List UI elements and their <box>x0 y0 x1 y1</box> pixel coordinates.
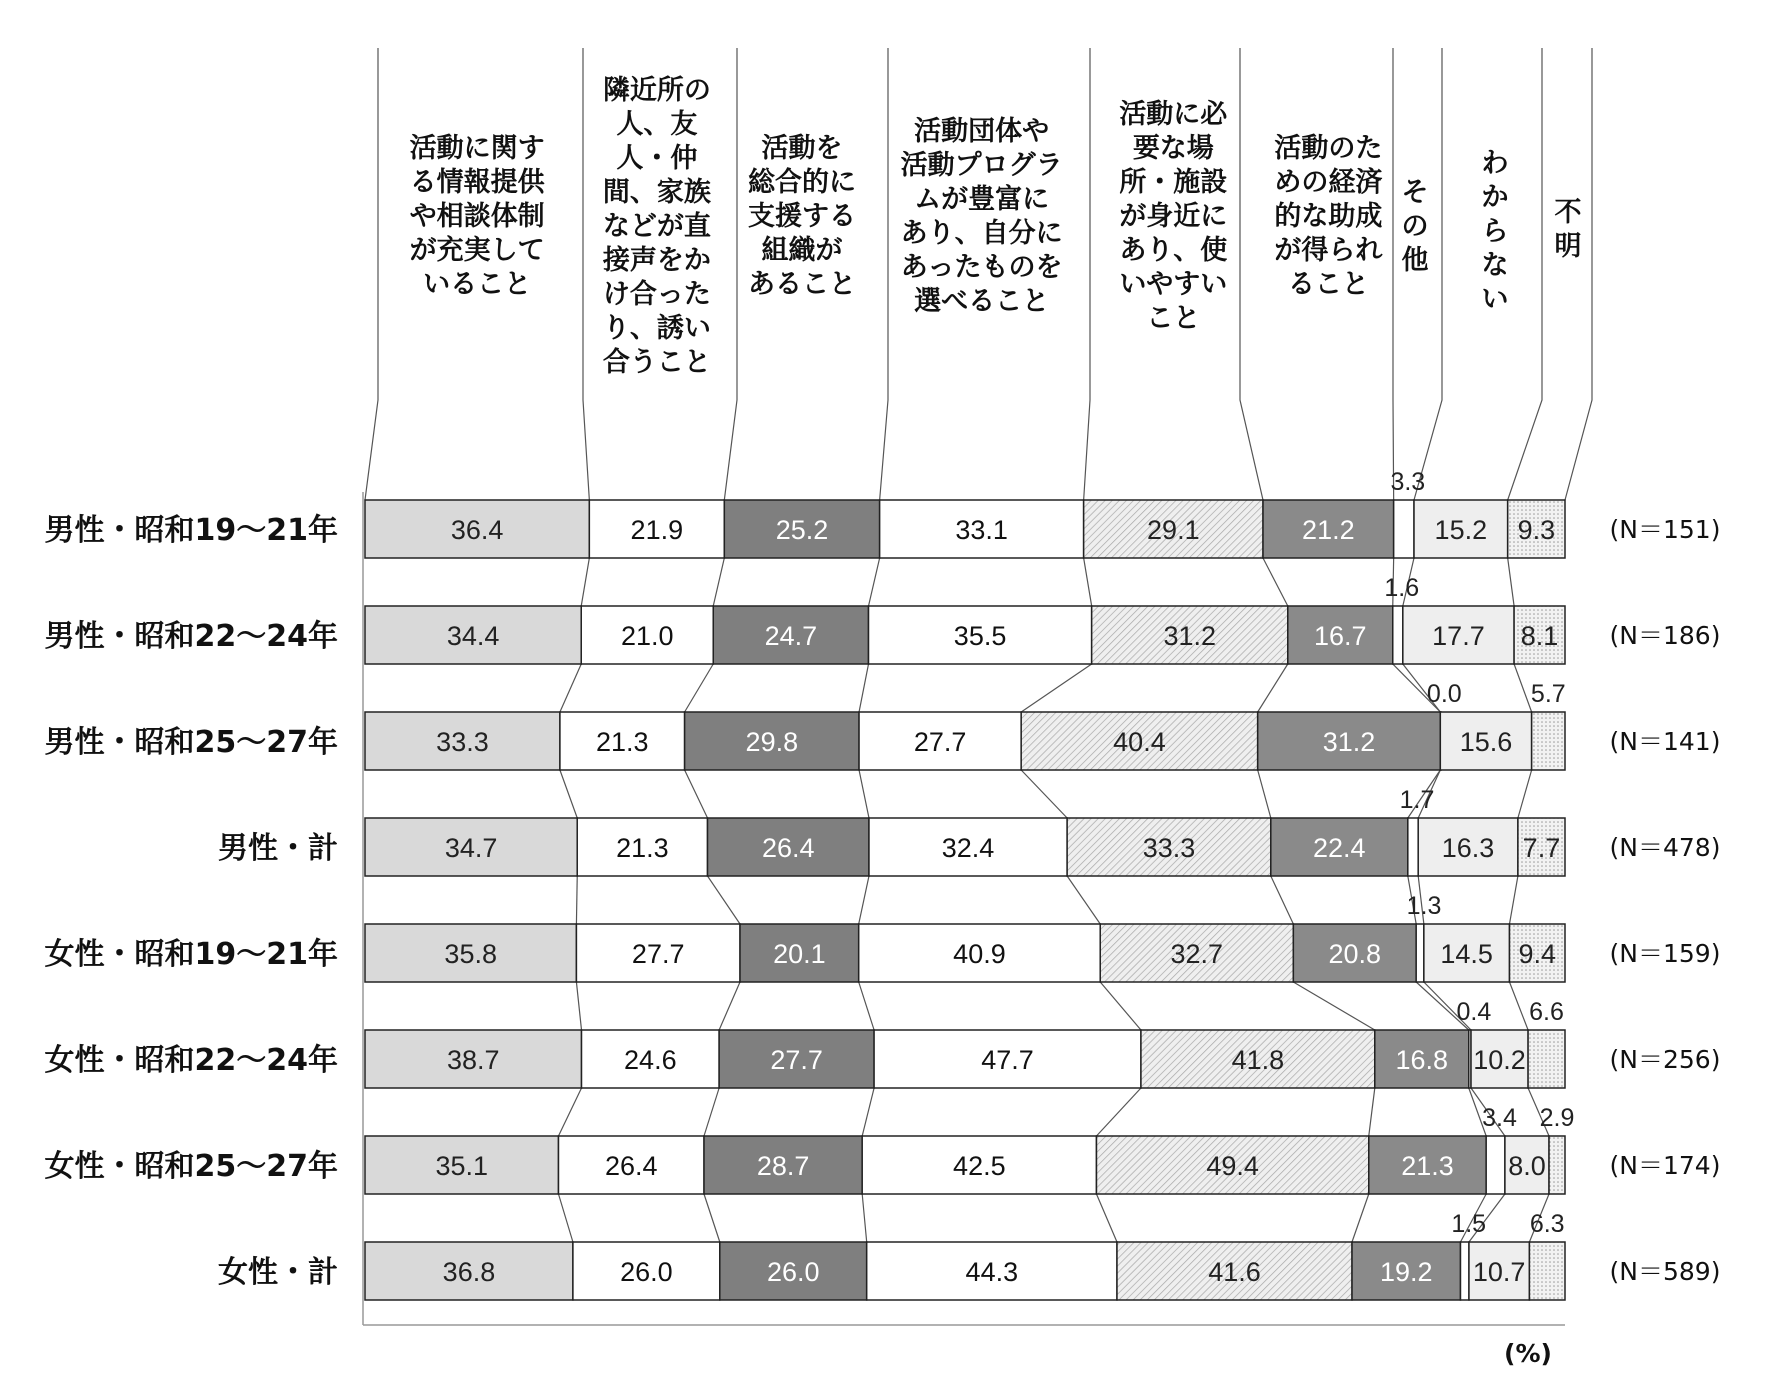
n-label: (N＝478) <box>1609 833 1721 862</box>
value-label: 32.4 <box>941 833 995 863</box>
value-label: 7.7 <box>1522 833 1561 863</box>
connector-line <box>1084 558 1092 606</box>
connector-line <box>1509 982 1528 1030</box>
connector-line <box>704 1194 720 1242</box>
value-label: 2.9 <box>1539 1104 1575 1132</box>
value-label: 10.7 <box>1472 1257 1526 1287</box>
connector-line <box>576 982 581 1030</box>
value-label: 33.3 <box>436 727 489 757</box>
bar-row <box>365 1030 1565 1088</box>
value-label: 17.7 <box>1432 621 1485 651</box>
connector-line <box>685 770 708 818</box>
bar-segment <box>1529 1242 1565 1300</box>
connector-line <box>558 1088 581 1136</box>
header-divider <box>1565 48 1592 500</box>
value-label: 0.0 <box>1426 680 1462 708</box>
bar-segment <box>1393 606 1403 664</box>
value-label: 40.9 <box>953 939 1006 969</box>
value-label: 24.7 <box>764 621 818 651</box>
n-label: (N＝589) <box>1609 1257 1721 1286</box>
connector-line <box>862 1088 874 1136</box>
bar-segment <box>1528 1030 1565 1088</box>
value-label: 27.7 <box>770 1045 823 1075</box>
column-header: 活動に必要な場所・施設が身近にあり、使いやすいこと <box>1119 99 1228 334</box>
value-label: 38.7 <box>446 1045 500 1075</box>
connector-line <box>558 1194 572 1242</box>
column-header: 活動に関する情報提供や相談体制が充実していること <box>409 133 545 300</box>
connector-line <box>859 982 874 1030</box>
value-label: 26.0 <box>620 1257 673 1287</box>
value-label: 21.9 <box>630 515 684 545</box>
value-label: 0.4 <box>1456 998 1492 1026</box>
category-label: 女性・昭和25～27年 <box>44 1149 338 1184</box>
value-label: 1.5 <box>1451 1210 1487 1238</box>
value-label: 3.3 <box>1390 468 1426 496</box>
value-label: 26.4 <box>761 833 815 863</box>
value-label: 44.3 <box>965 1257 1019 1287</box>
connector-line <box>1021 664 1091 712</box>
bar-segment <box>1532 712 1565 770</box>
connector-line <box>859 876 869 924</box>
value-label: 9.3 <box>1517 515 1556 545</box>
n-label: (N＝151) <box>1609 515 1721 544</box>
n-label: (N＝141) <box>1609 727 1721 756</box>
n-label: (N＝174) <box>1609 1151 1721 1180</box>
connector-line <box>1369 1088 1375 1136</box>
value-label: 26.0 <box>766 1257 820 1287</box>
connector-line <box>1293 982 1374 1030</box>
connector-line <box>1096 1194 1117 1242</box>
value-label: 9.4 <box>1518 939 1557 969</box>
value-label: 14.5 <box>1440 939 1493 969</box>
category-label: 女性・昭和19～21年 <box>44 937 338 972</box>
connector-line <box>1100 982 1141 1030</box>
header-divider <box>583 48 589 500</box>
value-label: 10.2 <box>1473 1045 1526 1075</box>
header-divider <box>1084 48 1090 500</box>
value-label: 26.4 <box>604 1151 658 1181</box>
bar-segment <box>1486 1136 1505 1194</box>
value-label: 34.4 <box>446 621 500 651</box>
connector-line <box>581 558 589 606</box>
header-divider <box>1508 48 1542 500</box>
value-label: 24.6 <box>624 1045 677 1075</box>
connector-line <box>1508 558 1514 606</box>
connector-line <box>859 770 869 818</box>
connector-line <box>704 1088 719 1136</box>
connector-line <box>1258 664 1288 712</box>
category-label: 女性・計 <box>218 1255 338 1290</box>
connector-line <box>1514 664 1532 712</box>
column-header: 活動のための経済的な助成が得られること <box>1274 133 1383 300</box>
value-label: 21.3 <box>595 727 649 757</box>
column-header: 不明 <box>1554 197 1582 262</box>
connector-line <box>1271 876 1294 924</box>
value-label: 15.2 <box>1434 515 1488 545</box>
value-label: 20.1 <box>773 939 826 969</box>
value-label: 21.0 <box>620 621 674 651</box>
column-header: 活動団体や活動プログラムが豊富にあり、自分にあったものを選べること <box>900 116 1063 317</box>
category-label: 男性・昭和19～21年 <box>44 513 338 548</box>
n-label: (N＝159) <box>1609 939 1721 968</box>
connector-line <box>1258 770 1271 818</box>
value-label: 16.8 <box>1395 1045 1449 1075</box>
n-label: (N＝186) <box>1609 621 1721 650</box>
value-label: 32.7 <box>1170 939 1224 969</box>
value-label: 35.1 <box>435 1151 489 1181</box>
value-label: 40.4 <box>1113 727 1166 757</box>
header-divider <box>365 48 378 500</box>
connector-line <box>708 876 740 924</box>
connector-line <box>869 558 880 606</box>
connector-line <box>1352 1194 1369 1242</box>
value-label: 6.3 <box>1529 1210 1565 1238</box>
connector-line <box>1021 770 1067 818</box>
value-label: 8.1 <box>1520 621 1559 651</box>
connector-line <box>1067 876 1100 924</box>
value-label: 42.5 <box>953 1151 1006 1181</box>
category-label: 男性・計 <box>218 831 338 866</box>
bar-segment <box>1416 924 1424 982</box>
value-label: 33.3 <box>1142 833 1196 863</box>
value-label: 31.2 <box>1322 727 1376 757</box>
value-label: 21.2 <box>1302 515 1355 545</box>
connector-line <box>859 664 868 712</box>
value-label: 41.8 <box>1231 1045 1285 1075</box>
value-label: 27.7 <box>913 727 967 757</box>
value-label: 5.7 <box>1530 680 1566 708</box>
value-label: 16.7 <box>1313 621 1367 651</box>
header-divider <box>1393 48 1394 500</box>
bar-segment <box>1394 500 1414 558</box>
value-label: 35.8 <box>444 939 497 969</box>
connector-line <box>560 770 577 818</box>
connector-line <box>1518 770 1532 818</box>
column-headers <box>365 48 1592 500</box>
connector-line <box>685 664 714 712</box>
value-label: 21.3 <box>1401 1151 1454 1181</box>
value-label: 29.1 <box>1147 515 1200 545</box>
value-label: 3.4 <box>1482 1104 1517 1132</box>
value-label: 29.8 <box>745 727 799 757</box>
value-label: 1.3 <box>1406 892 1442 920</box>
value-label: 15.6 <box>1459 727 1513 757</box>
column-header: 活動を総合的に支援する組織があること <box>747 133 856 300</box>
column-header: わからない <box>1481 148 1509 315</box>
column-header: 隣近所の人、友人・仲間、家族などが直接声をかけ合ったり、誘い合うこと <box>602 75 711 378</box>
value-label: 34.7 <box>444 833 498 863</box>
header-divider <box>880 48 888 500</box>
value-label: 41.6 <box>1208 1257 1261 1287</box>
value-label: 36.4 <box>450 515 504 545</box>
bar-segment <box>1549 1136 1565 1194</box>
connector-line <box>719 982 740 1030</box>
value-label: 27.7 <box>631 939 685 969</box>
connector-line <box>862 1194 866 1242</box>
bar-segment <box>1460 1242 1468 1300</box>
value-label: 21.3 <box>616 833 669 863</box>
value-label: 1.6 <box>1384 574 1420 602</box>
value-label: 49.4 <box>1206 1151 1259 1181</box>
column-header: その他 <box>1401 177 1429 276</box>
value-label: 1.7 <box>1399 786 1435 814</box>
value-label: 47.7 <box>981 1045 1034 1075</box>
value-label: 8.0 <box>1508 1151 1546 1181</box>
n-label: (N＝256) <box>1609 1045 1721 1074</box>
category-label: 女性・昭和22～24年 <box>44 1043 338 1078</box>
bar-segment <box>1408 818 1418 876</box>
value-label: 35.5 <box>953 621 1007 651</box>
connector-line <box>576 876 577 924</box>
header-divider <box>724 48 737 500</box>
connector-line <box>560 664 581 712</box>
value-label: 16.3 <box>1441 833 1495 863</box>
value-label: 25.2 <box>775 515 829 545</box>
connector-line <box>1263 558 1288 606</box>
value-label: 20.8 <box>1328 939 1382 969</box>
value-label: 36.8 <box>442 1257 496 1287</box>
value-label: 22.4 <box>1313 833 1366 863</box>
value-label: 28.7 <box>756 1151 810 1181</box>
value-label: 6.6 <box>1529 998 1564 1026</box>
category-label: 男性・昭和25～27年 <box>44 725 338 760</box>
connector-line <box>713 558 724 606</box>
unit-label: (%) <box>1504 1339 1552 1368</box>
category-label: 男性・昭和22～24年 <box>44 619 338 654</box>
value-label: 33.1 <box>955 515 1008 545</box>
value-label: 19.2 <box>1379 1257 1433 1287</box>
header-divider <box>1240 48 1263 500</box>
connector-line <box>1096 1088 1140 1136</box>
value-label: 31.2 <box>1163 621 1217 651</box>
connector-line <box>1509 876 1517 924</box>
